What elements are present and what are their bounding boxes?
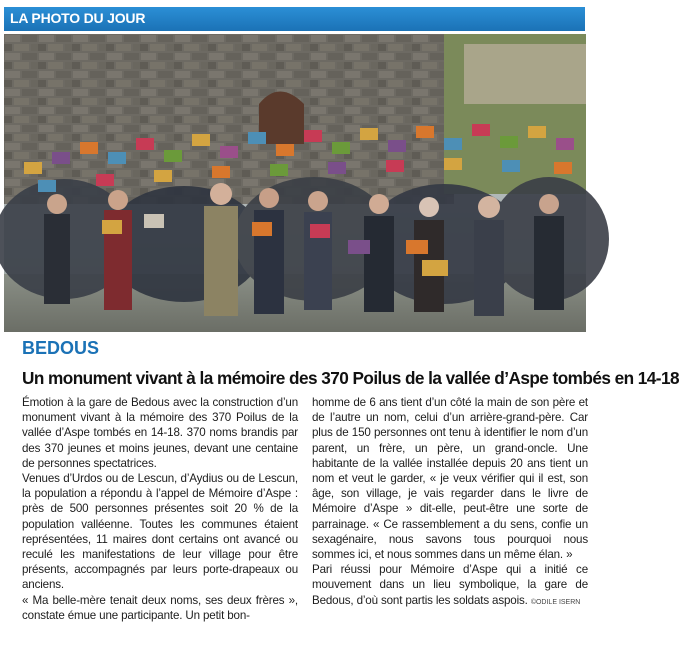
article-body — [22, 395, 588, 635]
article-paragraph — [312, 562, 588, 610]
section-header — [0, 0, 591, 32]
section-tag-label: LA PHOTO DU JOUR — [10, 10, 146, 26]
section-tag — [4, 7, 585, 31]
article-paragraph-text: Pari réussi pour Mémoire d’Aspe qui a initié ce mouvement dans un lieu symbolique, la gare de Bedous, d’où sont partis les soldats aspois. — [312, 563, 588, 607]
photo-illustration — [4, 34, 586, 332]
article-paragraph: Émotion à la gare de Bedous avec la construction d’un monument vivant à la mémoire des 370 Poilus de la vallée d’Aspe tombés en 14-18. 370 noms brandis par des 370 jeunes et moins jeunes, devant une centaine de personnes spectatrices. — [22, 396, 298, 470]
article-column-2 — [312, 395, 588, 635]
article-paragraph: Venues d’Urdos ou de Lescun, d’Aydius ou de Lescun, la population a répondu à l’appel de Mémoire d’Aspe : près de 500 personnes présentes soit 20 % de la population valléenne. Toutes les communes étaient représentées, 11 maires dont certains ont avancé ou reculé les manifestations de leur village pour être présents, accompagnés par leurs porte-drapeaux ou anciens. — [22, 472, 298, 592]
article-paragraph: homme de 6 ans tient d’un côté la main de son père et de l’autre un nom, celui d’un arrière-grand-père. Car plus de 150 personnes ont tenu à identifier le nom d’un parent, un frère, un père, un grand-oncle. Une habitante de la vallée installée depuis 20 ans tient un nom et veut le garder, « je veux vérifier qui il est, son âge, son village, je vais regarder dans le livre de Mémoire d’Aspe » dit-elle, peut-être une sorte de parrainage. « Ce rassemblement a du sens, confie un sexagénaire, nous savons tous pourquoi nous sommes ici, et nous sommes dans un même élan. » — [312, 396, 588, 562]
article-headline: Un monument vivant à la mémoire des 370 Poilus de la vallée d’Aspe tombés en 14-18 — [22, 368, 679, 388]
photo-credit: ©ODILE ISERN — [530, 598, 581, 606]
article-photo — [4, 34, 586, 332]
article-kicker: BEDOUS — [22, 338, 100, 358]
article-paragraph: « Ma belle-mère tenait deux noms, ses deux frères », constate émue une participante. Un petit bon- — [22, 593, 298, 622]
article-column-1 — [22, 395, 298, 635]
